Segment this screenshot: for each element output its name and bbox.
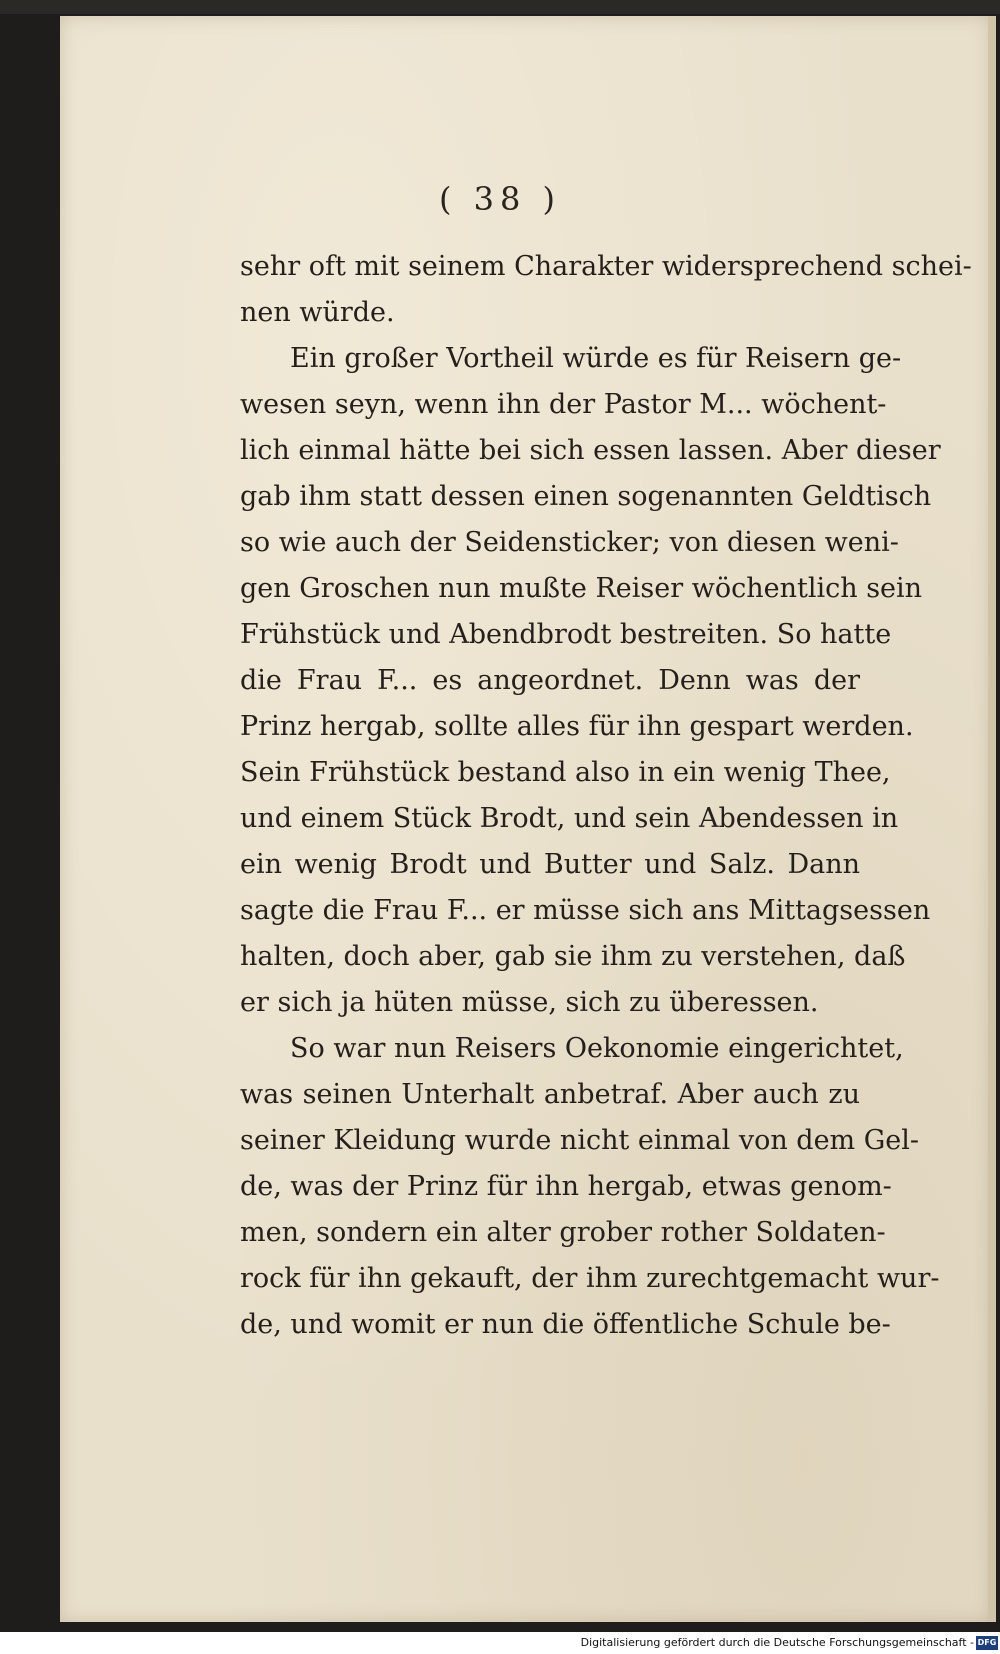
text-line: gab ihm statt dessen einen sogenannten Geldtisch: [240, 481, 932, 512]
text-line: und einem Stück Brodt, und sein Abendessen in: [240, 803, 899, 834]
text-line: nen würde.: [240, 297, 395, 328]
page-edge: [988, 16, 996, 1622]
dfg-logo: DFG: [976, 1636, 998, 1650]
text-line: was seinen Unterhalt anbetraf. Aber auch zu: [240, 1079, 860, 1110]
text-line: die Frau F... es angeordnet. Denn was der: [240, 665, 860, 696]
footer-credit: Digitalisierung gefördert durch die Deutsche Forschungsgemeinschaft -: [580, 1636, 974, 1649]
text-line: lich einmal hätte bei sich essen lassen. Aber dieser: [240, 435, 941, 466]
scan-top-edge: [0, 0, 1000, 14]
text-line: gen Groschen nun mußte Reiser wöchentlich sein: [240, 573, 923, 604]
text-line: er sich ja hüten müsse, sich zu überessen.: [240, 987, 819, 1018]
page-text: [240, 244, 972, 1348]
text-line: rock für ihn gekauft, der ihm zurechtgemacht wur-: [240, 1263, 940, 1294]
text-line: So war nun Reisers Oekonomie eingerichtet,: [290, 1033, 904, 1064]
text-line: ein wenig Brodt und Butter und Salz. Dann: [240, 849, 860, 880]
text-line: Frühstück und Abendbrodt bestreiten. So hatte: [240, 619, 892, 650]
text-line: de, und womit er nun die öffentliche Schule be-: [240, 1309, 891, 1340]
text-line: wesen seyn, wenn ihn der Pastor M... wöchent-: [240, 389, 887, 420]
text-line: Sein Frühstück bestand also in ein wenig Thee,: [240, 757, 891, 788]
page-number: ( 38 ): [438, 180, 562, 218]
text-line: sagte die Frau F... er müsse sich ans Mittagsessen: [240, 895, 931, 926]
text-line: seiner Kleidung wurde nicht einmal von dem Gel-: [240, 1125, 920, 1156]
text-line: sehr oft mit seinem Charakter widersprechend schei-: [240, 251, 972, 282]
text-line: Ein großer Vortheil würde es für Reisern ge-: [290, 343, 902, 374]
text-line: so wie auch der Seidensticker; von diesen weni-: [240, 527, 899, 558]
text-line: de, was der Prinz für ihn hergab, etwas genom-: [240, 1171, 892, 1202]
text-line: men, sondern ein alter grober rother Soldaten-: [240, 1217, 886, 1248]
text-line: Prinz hergab, sollte alles für ihn gespart werden.: [240, 711, 914, 742]
text-line: halten, doch aber, gab sie ihm zu verstehen, daß: [240, 941, 906, 972]
digitization-footer: [0, 1634, 1000, 1654]
